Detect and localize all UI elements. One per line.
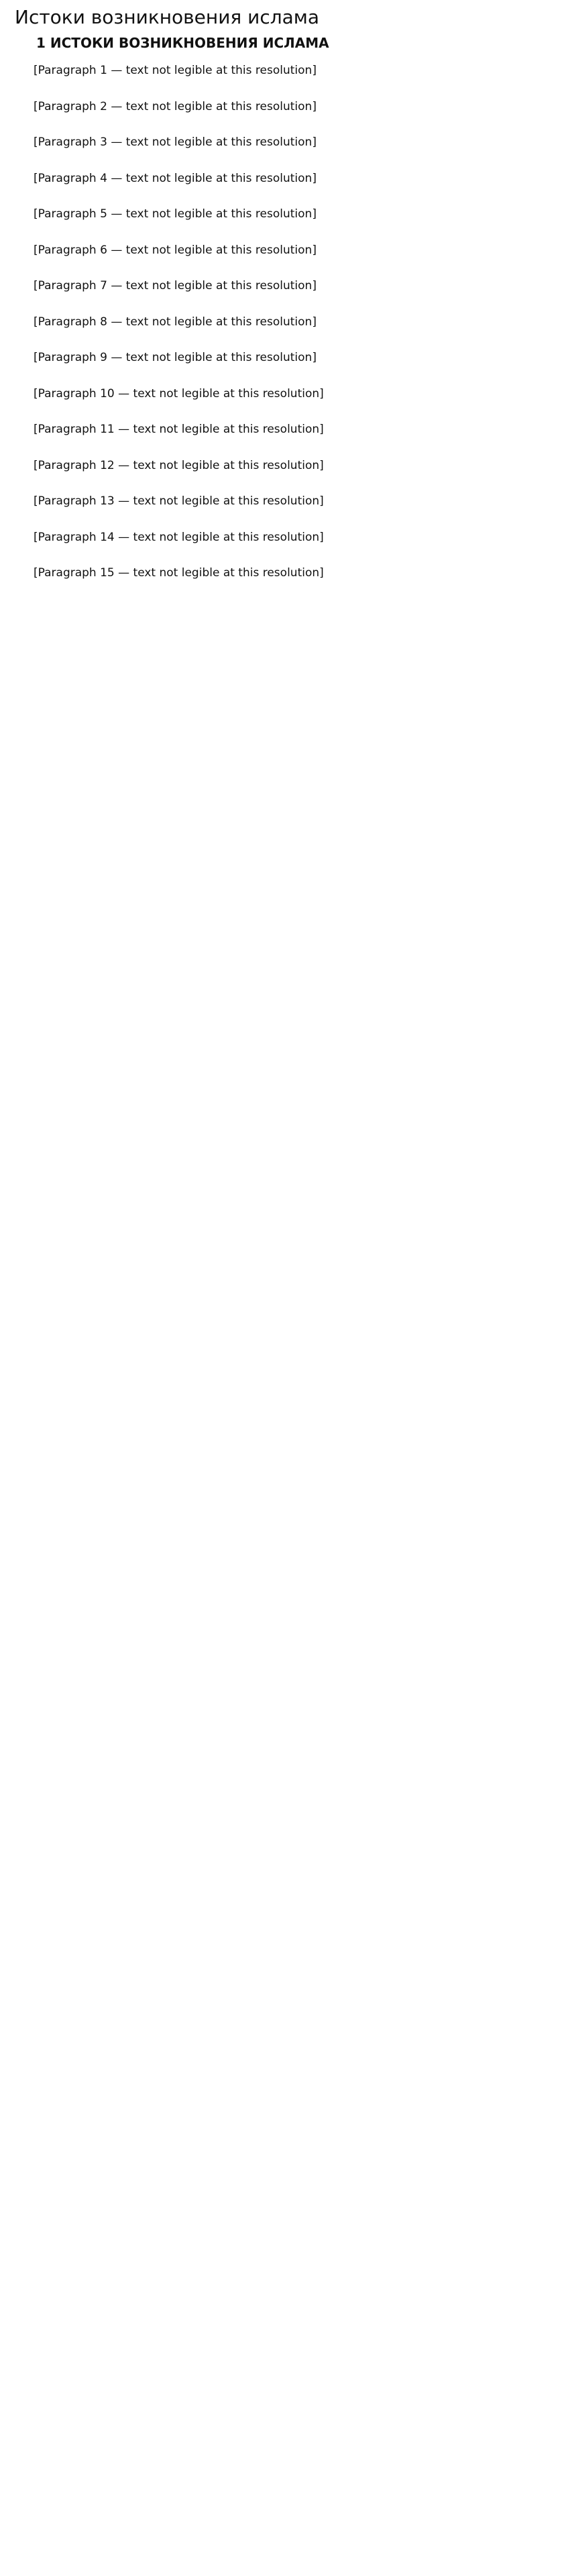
paragraph: [Paragraph 6 — text not legible at this resolution] — [34, 243, 317, 257]
paragraph: [Paragraph 2 — text not legible at this resolution] — [34, 99, 317, 113]
paragraph: [Paragraph 3 — text not legible at this resolution] — [34, 136, 317, 149]
paragraph: [Paragraph 1 — text not legible at this resolution] — [34, 64, 317, 77]
paragraph: [Paragraph 12 — text not legible at this resolution] — [34, 458, 324, 472]
paragraph: [Paragraph 13 — text not legible at this resolution] — [34, 494, 324, 508]
paragraph: [Paragraph 5 — text not legible at this resolution] — [34, 207, 317, 221]
document-title: Истоки возникновения ислама — [15, 6, 320, 28]
paragraph: [Paragraph 8 — text not legible at this resolution] — [34, 315, 317, 329]
paragraph: [Paragraph 4 — text not legible at this resolution] — [34, 171, 317, 185]
paragraph: [Paragraph 7 — text not legible at this resolution] — [34, 279, 317, 292]
paragraph: [Paragraph 10 — text not legible at this resolution] — [34, 386, 324, 400]
paragraph: [Paragraph 14 — text not legible at this resolution] — [34, 530, 324, 544]
section-heading: 1 ИСТОКИ ВОЗНИКНОВЕНИЯ ИСЛАМА — [36, 35, 329, 51]
paragraph: [Paragraph 15 — text not legible at this resolution] — [34, 566, 324, 580]
paragraph: [Paragraph 11 — text not legible at this resolution] — [34, 423, 324, 436]
paragraph: [Paragraph 9 — text not legible at this resolution] — [34, 351, 317, 364]
